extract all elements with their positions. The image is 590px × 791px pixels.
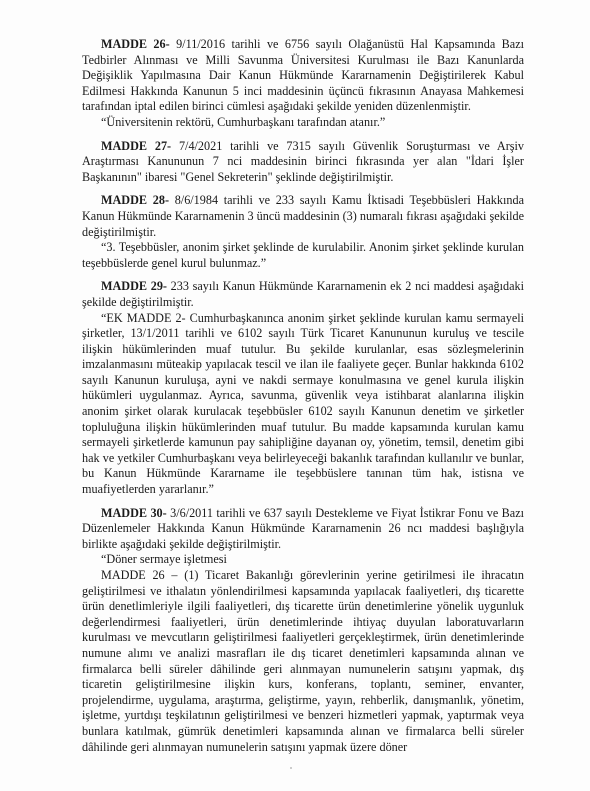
article-27-paragraph [82,139,524,186]
article-28-paragraph [82,193,524,240]
article-30-paragraph [82,506,524,553]
article-30-quote-title: “Döner sermaye işletmesi [101,552,227,567]
document-body [82,37,524,755]
article-27-text: 7/4/2021 tarihli ve 7315 sayılı Güvenlik Soruşturması ve Arşiv Araştırması Kanununun 7 nci maddesinin birinci fıkrasında yer alan "İdari İşler Başkanının" ibaresi "Genel Sekreterin" şeklinde değiştirilmiştir. [82,138,524,184]
article-26-heading: MADDE 26- [101,37,170,51]
article-26-quote: “Üniversitenin rektörü, Cumhurbaşkanı tarafından atanır.” [101,114,386,129]
article-30-text: 3/6/2011 tarihli ve 637 sayılı Destekleme ve Fiyat İstikrar Fonu ve Bazı Düzenlemeler Hakkında Kanun Hükmünde Kararnamenin 26 ncı maddesi başlığıyla birlikte aşağıdaki şekilde değiştirilmiştir. [82,505,524,551]
article-28-text: 8/6/1984 tarihli ve 233 sayılı Kamu İktisadi Teşebbüsleri Hakkında Kanun Hükmünde Kararnamenin 3 üncü maddesinin (3) numaralı fıkrası aşağıdaki şekilde değiştirilmiştir. [82,193,525,239]
article-29-paragraph [82,279,524,310]
article-28-heading: MADDE 28- [101,193,169,208]
article-28-quote: “3. Teşebbüsler, anonim şirket şeklinde de kurulabilir. Anonim şirket şeklinde kurulan teşebbüslerde genel kurul bulunmaz.” [82,240,524,270]
article-26-paragraph [82,37,524,115]
article-29-heading: MADDE 29- [101,279,167,294]
article-27-heading: MADDE 27- [101,138,172,153]
article-29-text: 233 sayılı Kanun Hükmünde Kararnamenin ek 2 nci maddesi aşağıdaki şekilde değiştirilmiştir. [82,279,524,309]
article-26-text: 9/11/2016 tarihli ve 6756 sayılı Olağanüstü Hal Kapsamında Bazı Tedbirler Alınması ve Milli Savunma Üniversitesi Kurulması ile Bazı Kanunlarda Değişiklik Yapılmasına Dair Kanun Hükmünde Kararnamenin Değiştirilerek Kabul Edilmesi Hakkında Kanunun 5 inci maddesinin üçüncü fıkrasının Anayasa Mahkemesi tarafından iptal edilen birinci cümlesi aşağıdaki şekilde yeniden düzenlenmiştir. [82,37,524,114]
article-29-quote: “EK MADDE 2- Cumhurbaşkanınca anonim şirket şeklinde kurulan kamu sermayeli şirketler, 13/1/2011 tarihli ve 6102 sayılı Türk Ticaret Kanununun kuruluş ve tescile ilişkin hükümlerinden muaf tutulur. Bu şekilde kurulanlar, esas sözleşmelerinin imzalanmasını müteakip yapılacak tescil ve ilan ile faaliyete geçer. Bunlar hakkında 6102 sayılı Kanunun kuruluşa, ayni ve nakdi sermaye konulmasına ve genel kurula ilişkin hükümleri uygulanmaz. Ayrıca, savunma, güvenlik veya istihbarat alanlarına ilişkin anonim şirket olarak kurulacak teşebbüsler 6102 sayılı Kanunun denetim ve şirketler topluluğuna ilişkin hükümlerinden muaf tutulur. Bu madde kapsamında kurulan kamu sermayeli şirketlerde kamunun pay sahipliğine dayanan oy, yönetim, temsil, denetim gibi hak ve yetkiler Cumhurbaşkanı veya belirleyeceği bakanlık tarafından kullanılır ve bunlar, bu Kanun Hükmünde Kararname ile teşebbüslere tanınan tüm hak, istisna ve muafiyetlerden yararlanır.” [82,310,524,497]
scan-speck [290,767,292,769]
article-30-quote-body: MADDE 26 – (1) Ticaret Bakanlığı görevlerinin yerine getirilmesi ile ihracatın geliştirilmesi ve ithalatın yönlendirilmesi kapsamında yapılacak faaliyetleri, dış ticarette ürün denetlimleriyle ilgili faaliyetleri, dış ticarette ürün denetimlerine yönelik uygunluk değerlendirmesi faaliyetleri, ürün denetimlerinde ihtiyaç duyulan laboratuvarların kurulması ve mevcutların geliştirilmesi faaliyetleri gerçekleştirmek, ürün denetimlerinde numune alımı ve analizi masrafları ile dış ticaret denetimleri kapsamında alınan ve firmalarca belli süreler dâhilinde geri alınmayan numunelerin satışını yapmak, dış ticaretin geliştirilmesine ilişkin kurs, konferans, toplantı, seminer, envanter, projelendirme, uygulama, araştırma, geliştirme, yayın, rehberlik, danışmanlık, yönetim, işletme, yurtdışı teşkilatının geliştirilmesi ve benzeri hizmetleri yapmak, yaptırmak veya bunlara katılmak, gümrük denetimleri kapsamında alınan ve firmalarca belli süreler dâhilinde geri alınmayan numunelerin satışını yapmak üzere döner [82,568,524,754]
article-30-heading: MADDE 30- [101,505,167,520]
